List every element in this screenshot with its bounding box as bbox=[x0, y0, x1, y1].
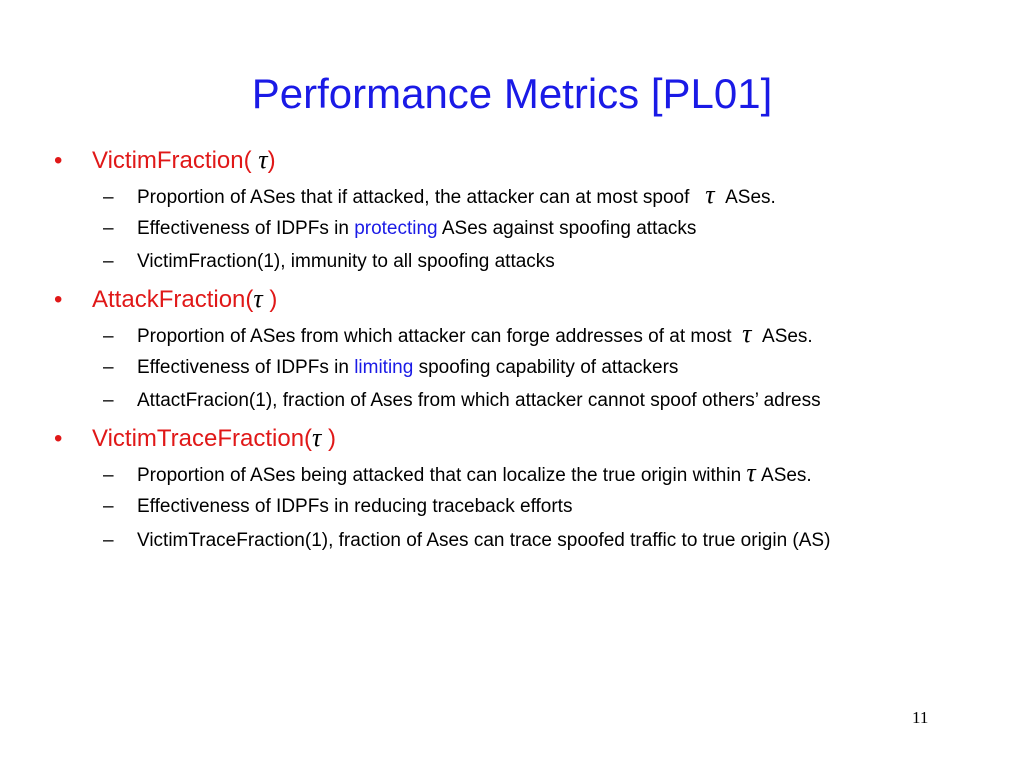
bullet-label: AttackFraction( bbox=[92, 286, 254, 313]
dash: – bbox=[103, 187, 114, 208]
sub-item bbox=[103, 217, 696, 241]
sub-text: VictimTraceFraction(1), fraction of Ases can trace spoofed traffic to true origin (AS) bbox=[137, 530, 831, 551]
tau-symbol: τ bbox=[258, 145, 268, 174]
bullet-victim-trace-fraction bbox=[54, 423, 336, 454]
sub-text: AttactFracion(1), fraction of Ases from which attacker cannot spoof others’ adress bbox=[137, 390, 821, 411]
sub-item bbox=[103, 529, 830, 553]
dash: – bbox=[103, 496, 114, 517]
sub-text: Proportion of ASes from which attacker can forge addresses of at most bbox=[137, 326, 732, 347]
sub-text-end: ASes. bbox=[761, 465, 812, 486]
sub-item bbox=[103, 389, 821, 413]
sub-text-end: ASes against spoofing attacks bbox=[441, 218, 697, 239]
bullet-label: VictimFraction( bbox=[92, 147, 252, 174]
dash: – bbox=[103, 326, 114, 347]
sub-text: Proportion of ASes that if attacked, the attacker can at most spoof bbox=[137, 187, 690, 208]
bullet-dot: • bbox=[54, 147, 63, 174]
dash: – bbox=[103, 218, 114, 239]
tau-symbol: τ bbox=[253, 284, 263, 313]
slide-title: Performance Metrics [PL01] bbox=[251, 70, 773, 117]
bullet-victim-fraction bbox=[54, 145, 276, 176]
dash: – bbox=[103, 251, 114, 272]
sub-item bbox=[103, 458, 812, 488]
highlight-word: protecting bbox=[354, 218, 438, 239]
sub-text-end: ASes. bbox=[725, 187, 776, 208]
bullet-label-close: ) bbox=[269, 286, 278, 313]
sub-item bbox=[103, 180, 776, 210]
tau-symbol: τ bbox=[746, 458, 756, 487]
bullet-label: VictimTraceFraction( bbox=[92, 425, 313, 452]
sub-text: Effectiveness of IDPFs in bbox=[137, 218, 349, 239]
sub-text: Effectiveness of IDPFs in bbox=[137, 357, 349, 378]
sub-text: VictimFraction(1), immunity to all spoofing attacks bbox=[137, 251, 555, 272]
tau-symbol: τ bbox=[742, 319, 752, 348]
sub-text-end: spoofing capability of attackers bbox=[418, 357, 679, 378]
tau-symbol: τ bbox=[312, 423, 322, 452]
bullet-label-close: ) bbox=[328, 425, 337, 452]
sub-item bbox=[103, 495, 572, 519]
sub-text: Effectiveness of IDPFs in reducing traceback efforts bbox=[137, 496, 573, 517]
sub-item bbox=[103, 356, 678, 380]
page-number: 11 bbox=[912, 708, 929, 727]
bullet-attack-fraction bbox=[54, 284, 277, 315]
tau-symbol: τ bbox=[705, 180, 715, 209]
dash: – bbox=[103, 390, 114, 411]
dash: – bbox=[103, 357, 114, 378]
bullet-dot: • bbox=[54, 286, 63, 313]
bullet-dot: • bbox=[54, 425, 63, 452]
bullet-label-close: ) bbox=[267, 147, 276, 174]
sub-text-end: ASes. bbox=[762, 326, 813, 347]
sub-item bbox=[103, 250, 555, 274]
sub-item bbox=[103, 319, 813, 349]
dash: – bbox=[103, 530, 114, 551]
dash: – bbox=[103, 465, 114, 486]
sub-text: Proportion of ASes being attacked that can localize the true origin within bbox=[137, 465, 742, 486]
highlight-word: limiting bbox=[354, 357, 414, 378]
